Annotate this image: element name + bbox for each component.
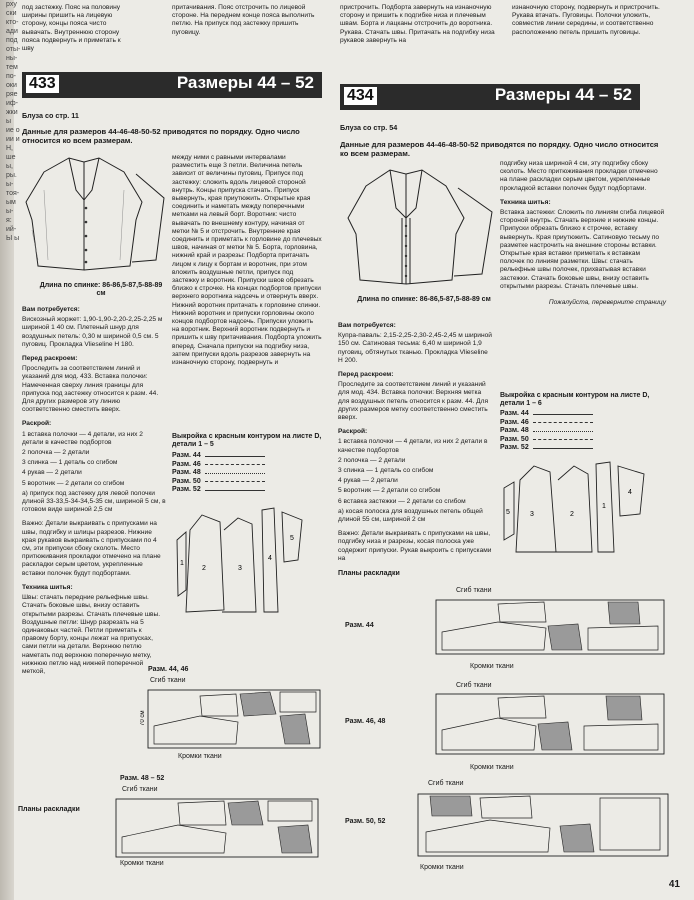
layout-433-size-b-label: Разм. 48 – 52 [120, 775, 165, 782]
layout-434-fold-c: Сгиб ткани [428, 780, 464, 787]
top-fragment-far-right: изнаночную сторону, подвернуть и пристрочить. Рукава втачать. Пуговицы. Полочки уложить, совместив линии середины, и соответственно расположению петель пришить пуговицы. [512, 4, 660, 36]
svg-text:5: 5 [290, 535, 294, 542]
layout-434-size-c [410, 790, 672, 862]
needs-title: Вам потребуется: [22, 306, 80, 313]
raskroi-item: 6 вставка застежки — 2 детали со сгибом [338, 497, 466, 505]
model-434-back-length: Длина по спинке: 86-86,5-87,5-88-89 см [357, 296, 491, 303]
model-434-pattern-pieces [500, 456, 660, 556]
needs-text: Купра-паваль: 2,15-2,25-2,30-2,45-2,45 м шириной 150 см. Сатиновая тесьма: 6,40 м шириной 1,9 пуговиц, обтянутых тканью. Прокладка Vlieseline H 200. [338, 332, 492, 364]
layout-434-size-a [428, 596, 668, 662]
sizes-title: Размеры 44 – 52 [494, 85, 632, 104]
raskroi-item: 5 воротник — 2 детали со сгибом [22, 479, 125, 487]
size-line: Разм. 48 [500, 427, 660, 436]
svg-text:2: 2 [202, 565, 206, 572]
needs-title: Вам потребуется: [338, 322, 396, 329]
size-line: Разм. 52 [500, 444, 660, 453]
cut-text: Проследите за соответствием линий и указаний для мод. 434. Вставка полочки: Верхняя метка для воздушных петель относится к разм. 44. Для других размеров метку соответственно сместить вверх. [338, 381, 489, 422]
top-fragment-left: под застежку. Пояс на половину ширины пришить на лицевую сторону, концы пояса чисто вывачать. Внутреннюю сторону пояса подвернуть и приметать к шву [22, 4, 121, 53]
layout-434-edge-b: Кромки ткани [470, 764, 514, 771]
size-line: Разм. 52 [172, 486, 322, 495]
width-label: 70 см [140, 710, 146, 726]
raskroi-title: Раскрой: [338, 428, 368, 436]
tech-text: Вставка застежки: Сложить по линиям сгиба лицевой стороной внутрь. Стачать верхние и нижние концы. Припуски обрезать близко к строчке, вставку вывернуть. Края приутюжить. Сатиновую тесьму по разметке настрочить на внешние стороны вставки. Открытые края вставки приметать к вставкам полочек по линиям разметки. Швы: стачать рельефные швы полочек, прихватывая вставки застежки. Стачать боковые швы, внизу оставить открытыми разрезы. Стачать плечевые швы. [500, 209, 665, 290]
model-433-plans-label: Планы раскладки [18, 806, 80, 813]
top-fragment-right: пристрочить. Подборта завернуть на изнаночную сторону и пришить к подгибке низа и плечевым швам. Борта и лацканы отстрочить до воротника. Рукава. Стачать швы. Притачать на подгибку низа рукавов завернуть на [340, 4, 495, 44]
layout-434-edge-a: Кромки ткани [470, 663, 514, 670]
tech-title: Техника шитья: [22, 583, 73, 591]
model-number: 433 [26, 75, 59, 93]
continue-note: Пожалуйста, переверните страницу [548, 299, 666, 307]
layout-434-fold-a: Сгиб ткани [456, 587, 492, 594]
layout-434-size-b [428, 690, 668, 762]
raskroi-title: Раскрой: [22, 420, 52, 428]
sizes-title: Размеры 44 – 52 [176, 73, 314, 92]
model-433-size-legend [172, 452, 322, 495]
model-434-right-column [500, 160, 666, 309]
needs-text: Вискозный жоржет: 1,90-1,90-2,20-2,25-2,25 м шириной 1 40 см. Плетеный шнур для воздушных петель: 0,30 м шириной 0,5 см. 5 пуговиц. Прокладка Vlieseline H 180. [22, 316, 163, 348]
model-434-size-legend [500, 410, 660, 453]
raskroi-item: 4 рукав — 2 детали [338, 477, 398, 485]
layout-434-size-b-label: Разм. 46, 48 [345, 718, 386, 725]
raskroi-item: 3 спинка — 1 деталь со сгибом [22, 459, 118, 467]
raskroi-item: 1 вставка полочки — 4 детали, из них 2 детали в качестве подбортов [22, 430, 143, 446]
svg-text:2: 2 [570, 511, 574, 518]
svg-text:5: 5 [506, 509, 510, 516]
size-line: Разм. 46 [172, 461, 322, 470]
raskroi-item: 3 спинка — 1 деталь со сгибом [338, 467, 434, 475]
note-text: Важно: Детали выкраивать с припусками на швы, подгибку и шлицы разрезов. Нижние края рукавов выкраивать с припусками по 4 см, эти припуски сбоку сколоть. Место притюживания прокладки отмечено на плане раскладки серым цветом, укрепленные вставки полочек будут подбортами. [22, 520, 161, 577]
svg-text:3: 3 [530, 511, 534, 518]
model-433-subtitle: Блуза со стр. 11 [22, 111, 79, 120]
size-line: Разм. 44 [500, 410, 660, 419]
model-433-pattern-title: Выкройка с красным контуром на листе D, детали 1 – 5 [172, 433, 322, 449]
raskroi-item: 2 полочка — 2 детали [338, 456, 406, 464]
svg-text:1: 1 [602, 503, 606, 510]
top-fragment-mid: притачивания. Пояс отстрочить по лицевой стороне. На переднем конце пояса выполнить петлю. На припуск под застежку пришить пуговицу. [172, 4, 315, 36]
raskroi-item: а) припуск под застежку для левой полочки длиной 33-33,5-34-34,5-35 см, шириной 5 см, в готовом виде шириной 2,5 см [22, 489, 166, 514]
size-line: Разм. 46 [500, 419, 660, 428]
model-434-left-column [338, 322, 494, 565]
model-434-intro: Данные для размеров 44-46-48-50-52 приводятся по порядку. Одно число относится ко всем размерам. [340, 140, 659, 158]
model-number: 434 [344, 87, 377, 105]
svg-text:1: 1 [180, 560, 184, 567]
blouse-433-drawing [24, 150, 172, 280]
layout-433-size-b [108, 795, 323, 865]
layout-433-size-a [140, 686, 325, 756]
raskroi-item: 2 полочка — 2 детали [22, 449, 90, 457]
svg-text:3: 3 [238, 565, 242, 572]
note-text: Важно: Детали выкраивать с припусками на швы, подгибку низа и разрезы, косая полоска уже содержит припуски. Рукав выкроить с припусками на [338, 530, 492, 562]
tech-title: Техника шитья: [500, 198, 551, 206]
model-433-intro: Данные для размеров 44-46-48-50-52 приводятся по порядку. Одно число относится ко всем размерам. [22, 127, 300, 145]
col2-text: подгибку низа шириной 4 см, эту подгибку сбоку сколоть. Место притюживания прокладки отмечено на плане раскладки серым цветом, укрепленные прокладкой вставки полочек будут подбортами. [500, 160, 658, 192]
model-434-plans-label: Планы раскладки [338, 570, 400, 577]
tech-text: Швы: стачать передние рельефные швы. Стачать боковые швы, внизу оставить открытыми разрезы. Стачать плечевые швы. Воздушные петли: Шнур разрезать на 5 одинаковых частей. Петли приметать к правому борту, концы лежат на припусках, сами петли на детали. Верхнюю петлю наметать под верхнюю поперечную метку, нижнюю петлю над нижней поперечной меткой, [22, 594, 161, 675]
raskroi-item: 1 вставка полочки — 4 детали, из них 2 детали в качестве подбортов [338, 438, 488, 454]
layout-434-size-c-label: Разм. 50, 52 [345, 818, 386, 825]
model-433-back-length: Длина по спинке: 86-86,5-87,5-88-89 см [39, 282, 163, 298]
model-433-left-column [22, 306, 166, 678]
raskroi-item: а) косая полоска для воздушных петель общей длиной 55 см, шириной 2 см [338, 507, 483, 524]
size-line: Разм. 50 [172, 478, 322, 487]
size-line: Разм. 50 [500, 436, 660, 445]
svg-text:4: 4 [268, 555, 272, 562]
layout-433-edge-a: Кромки ткани [178, 753, 222, 760]
blouse-434-drawing [346, 162, 498, 294]
model-434-subtitle: Блуза со стр. 54 [340, 123, 398, 132]
layout-433-fold-b: Сгиб ткани [122, 786, 158, 793]
layout-433-edge-b: Кромки ткани [120, 860, 164, 867]
cut-title: Перед раскроем: [338, 371, 394, 379]
cut-title: Перед раскроем: [22, 355, 78, 363]
model-434-pattern-title: Выкройка с красным контуром на листе D, детали 1 – 6 [500, 392, 650, 408]
layout-434-fold-b: Сгиб ткани [456, 682, 492, 689]
layout-434-size-a-label: Разм. 44 [345, 622, 374, 629]
raskroi-item: 4 рукав — 2 детали [22, 469, 82, 477]
cut-off-left-text: рху ски кто- ади под оты- ны- тем по- оки ряе иф- жки ы ие о ии и Н, ше ы, ры. ы- тоя- ым ы- я: ий- Ы ы [6, 1, 20, 242]
page-number: 41 [668, 879, 680, 890]
model-433-pattern-pieces [172, 500, 322, 620]
svg-text:4: 4 [628, 489, 632, 496]
layout-434-edge-c: Кромки ткани [420, 864, 464, 871]
raskroi-item: 5 воротник — 2 детали со сгибом [338, 487, 441, 495]
layout-433-size-a-label: Разм. 44, 46 [148, 666, 189, 673]
model-433-header [22, 72, 322, 98]
size-line: Разм. 48 [172, 469, 322, 478]
model-434-header [340, 84, 640, 110]
size-line: Разм. 44 [172, 452, 322, 461]
layout-433-fold-a: Сгиб ткани [150, 677, 186, 684]
model-433-middle-column: между ними с равными интервалами разместить еще 3 петли. Величина петель зависит от величины пуговиц. Припуск под застежку: сложить вдоль лицевой стороной внутрь. Концы припуска стачать. Припуск вывернуть, края приутюжить. Открытые края соединить и наметать между поперечными метками на левый борт. Воротник: чисто вывачать по внешнему контуру, начиная от метки № 5 и отстрочить. Внутренние края соединить и приметать к горловине до плечевых швов, начиная от метки № 5. Борта, горловина, нижний край и разрезы: Подборта притачать лицом к лицу к бортам и воротник, при этом вложить воздушные петли, припуск под застежку и воротник. Припуски швов обрезать близко к строчке. На концах подбортов припуски верхнего воротника надсечь и отвернуть вверх. Нижний воротник притачать к горловине спинки. Нижний воротник и припуски горловины около концов подбортов надсечь. Припуски уложить на воротник. Верхний воротник подвернуть и пришить к шву притачивания. Подборта уложить вперед. Сначала припуски на подгибку низа, затем припуски вдоль разрезов завернуть на изнаночную сторону, подвернуть и [172, 154, 322, 367]
cut-text: Проследить за соответствием линий и указаний для мод. 433. Вставка полочки: Намеченная сверху линия границы для припуска под застежку относится к разм. 44. Для других размеров эту линию соответственно сместить вверх. [22, 365, 159, 414]
